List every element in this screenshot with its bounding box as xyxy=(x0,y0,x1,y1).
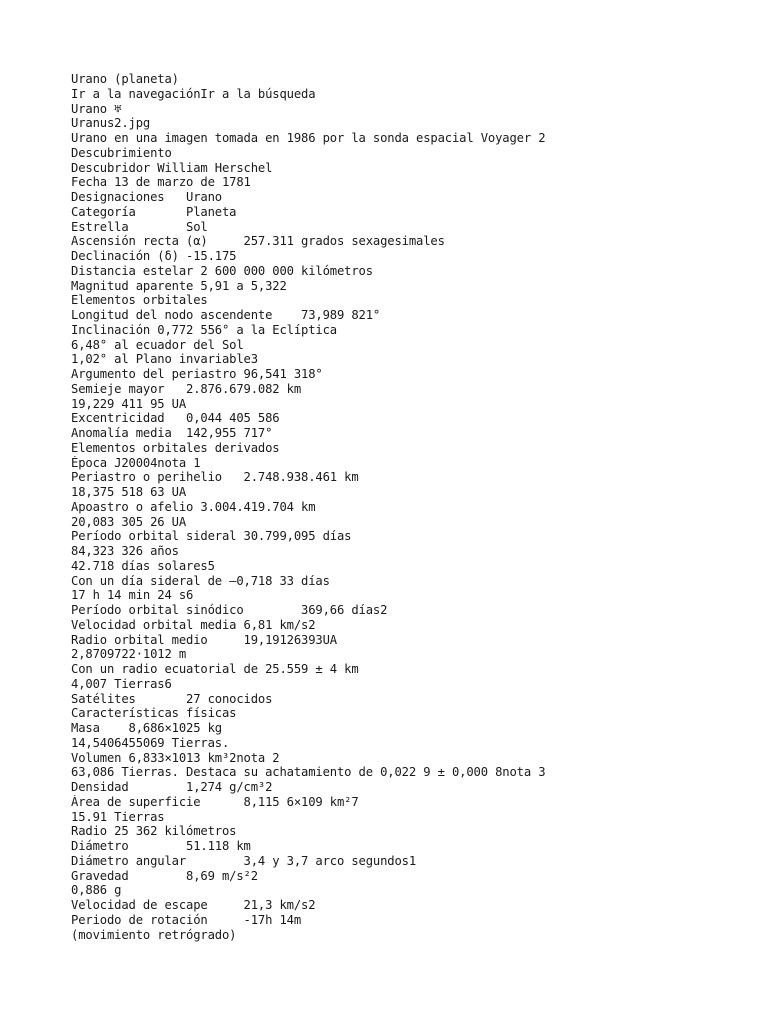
field-orbital-radius: Radio orbital medio 19,19126393UA xyxy=(71,632,337,647)
field-sidereal-day: Con un día sideral de –0,718 33 días xyxy=(71,573,330,588)
field-apparent-magnitude: Magnitud aparente 5,91 a 5,322 xyxy=(71,278,287,293)
field-density: Densidad 1,274 g/cm³2 xyxy=(71,780,273,794)
field-inclination: Inclinación 0,772 556° a la Eclíptica xyxy=(71,322,337,337)
field-orbital-velocity: Velocidad orbital media 6,81 km/s2 xyxy=(71,617,316,632)
field-eccentricity: Excentricidad 0,044 405 586 xyxy=(71,411,280,426)
field-volume-earths: 63,086 Tierras. Destaca su achatamiento de 0,022 9 ± 0,000 8nota 3 xyxy=(71,765,546,780)
field-mass: Masa 8,686×1025 kg xyxy=(71,721,222,735)
planet-name-symbol: Urano ♅ xyxy=(71,101,122,116)
field-category: Categoría Planeta xyxy=(71,204,237,219)
field-perihelion-au: 18,375 518 63 UA xyxy=(71,485,186,499)
field-semimajor-axis-au: 19,229 411 95 UA xyxy=(71,396,186,411)
field-equatorial-radius-earths: 4,007 Tierras6 xyxy=(71,676,172,691)
field-aphelion-au: 20,083 305 26 UA xyxy=(71,514,186,529)
field-discoverer: Descubridor William Herschel xyxy=(71,160,273,175)
field-equatorial-radius: Con un radio ecuatorial de 25.559 ± 4 km xyxy=(71,662,359,676)
field-synodic-period: Período orbital sinódico 369,66 días2 xyxy=(71,603,388,617)
section-heading-orbital-elements: Elementos orbitales xyxy=(71,293,208,308)
field-orbital-radius-m: 2,8709722·1012 m xyxy=(71,647,186,662)
field-sidereal-period-years: 84,323 326 años xyxy=(71,544,179,558)
doc-title: Urano (planeta) xyxy=(71,72,179,86)
field-gravity-g: 0,886 g xyxy=(71,883,122,898)
field-surface-area-earths: 15.91 Tierras xyxy=(71,809,165,824)
field-ascending-node: Longitud del nodo ascendente 73,989 821° xyxy=(71,308,381,322)
field-declination: Declinación (δ) -15.175 xyxy=(71,249,237,263)
field-sidereal-period: Período orbital sideral 30.799,095 días xyxy=(71,529,352,544)
field-stellar-distance: Distancia estelar 2 600 000 000 kilómetros xyxy=(71,263,373,278)
field-solar-days: 42.718 días solares5 xyxy=(71,558,215,573)
image-filename: Uranus2.jpg xyxy=(71,116,151,131)
field-epoch: Época J20004nota 1 xyxy=(71,455,201,470)
field-sidereal-day-hms: 17 h 14 min 24 s6 xyxy=(71,588,194,603)
field-star: Estrella Sol xyxy=(71,219,208,234)
field-surface-area: Área de superficie 8,115 6×109 km²7 xyxy=(71,794,359,809)
section-heading-derived-elements: Elementos orbitales derivados xyxy=(71,440,280,455)
field-gravity: Gravedad 8,69 m/s²2 xyxy=(71,868,258,883)
field-right-ascension: Ascensión recta (α) 257.311 grados sexagesimales xyxy=(71,234,445,249)
section-heading-physical: Características físicas xyxy=(71,706,237,721)
field-mass-earths: 14,5406455069 Tierras. xyxy=(71,735,230,750)
field-designations: Designaciones Urano xyxy=(71,190,222,204)
field-satellites: Satélites 27 conocidos xyxy=(71,691,273,706)
field-rotation-period: Periodo de rotación -17h 14m xyxy=(71,912,301,927)
field-semimajor-axis: Semieje mayor 2.876.679.082 km xyxy=(71,381,301,396)
field-perihelion: Periastro o perihelio 2.748.938.461 km xyxy=(71,470,359,485)
field-inclination-sun: 6,48° al ecuador del Sol xyxy=(71,337,244,352)
field-rotation-note: (movimiento retrógrado) xyxy=(71,927,237,942)
field-diameter: Diámetro 51.118 km xyxy=(71,839,251,853)
field-escape-velocity: Velocidad de escape 21,3 km/s2 xyxy=(71,898,316,912)
field-volume: Volumen 6,833×1013 km³2nota 2 xyxy=(71,750,280,765)
field-radius: Radio 25 362 kilómetros xyxy=(71,824,237,839)
field-aphelion: Apoastro o afelio 3.004.419.704 km xyxy=(71,499,316,514)
document-body xyxy=(71,72,751,942)
nav-links-line: Ir a la navegaciónIr a la búsqueda xyxy=(71,86,316,101)
field-date: Fecha 13 de marzo de 1781 xyxy=(71,175,251,190)
field-mean-anomaly: Anomalía media 142,955 717° xyxy=(71,426,273,440)
image-caption: Urano en una imagen tomada en 1986 por la sonda espacial Voyager 2 xyxy=(71,131,546,145)
field-angular-diameter: Diámetro angular 3,4 y 3,7 arco segundos1 xyxy=(71,853,416,868)
section-heading-discovery: Descubrimiento xyxy=(71,145,172,160)
field-inclination-invariable: 1,02° al Plano invariable3 xyxy=(71,352,258,367)
field-periapsis-argument: Argumento del periastro 96,541 318° xyxy=(71,367,323,381)
